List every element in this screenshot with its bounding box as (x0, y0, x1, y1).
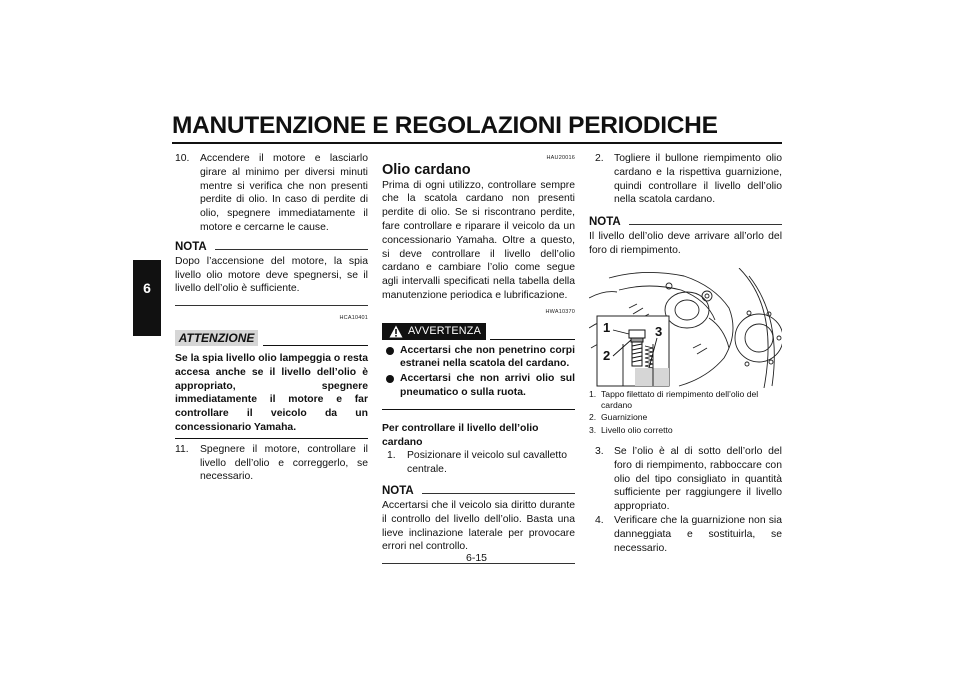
section-intro: Prima di ogni utilizzo, controllare sempre che la scatola cardano non presenti perdite di olio. Se si riscontrano perdite, fare controllare e riparare il veicolo da un concessionario Yamaha. Oltre a questo, si deve controllare il livello dell’olio cardano e cambiare l’olio come segue agli intervalli specificati nella tabella della manutenzione periodica e lubrificazione. (382, 179, 575, 301)
figure-captions (589, 389, 782, 555)
title-rule (172, 142, 782, 144)
figure-final-drive (589, 268, 782, 388)
caption-item (589, 389, 782, 410)
warning-item (382, 344, 575, 372)
caption-text: Livello olio corretto (601, 424, 673, 435)
step-text: Posizionare il veicolo sul cavalletto centrale. (407, 450, 567, 476)
page-number: 6-15 (466, 552, 488, 564)
chapter-tab: 6 (133, 260, 161, 336)
section-title: Olio cardano (382, 161, 471, 178)
caution-code: HCA10401 (339, 315, 368, 322)
bullet-dot (386, 347, 394, 355)
warning-list (382, 344, 575, 400)
nota-text: Accertarsi che il veicolo sia diritto durante il controllo del livello dell’olio. Basta una lieve inclinazione laterale per provocare errori nel controllo. (382, 499, 575, 553)
final-drive-illustration (589, 268, 782, 388)
step-text: Accendere il motore e lasciarlo girare al minimo per diversi minuti mentre si verifica che non presenti perdite di olio. In caso di perdite di olio, spegnere immediatamente il motore e cercarne le cause. (200, 153, 368, 233)
section-code: HAU20016 (546, 155, 575, 161)
step-number: 4. (595, 514, 604, 526)
nota-label: NOTA (382, 484, 414, 497)
caution-end-rule (175, 438, 368, 439)
procedure-title: Per controllare il livello dell’olio cardano (382, 422, 539, 448)
nota-label: NOTA (175, 240, 207, 253)
step-3 (595, 445, 782, 514)
step-text: Se l’olio è al di sotto dell’orlo del foro di riempimento, rabboccare con olio del tipo consigliato in quantità sufficiente per raggiungere il livello appropriato. (614, 446, 782, 513)
caption-text: Guarnizione (601, 412, 648, 422)
caution-text: Se la spia livello olio lampeggia o resta accesa anche se il livello dell’olio è appropriato, spegnere immediatamente il motore e far controllare il veicolo da un concessionario Yamaha. (175, 352, 368, 433)
bullet-dot (386, 375, 394, 383)
caution-label: ATTENZIONE (178, 330, 255, 345)
step-number: 10. (175, 153, 190, 164)
warning-end-rule (382, 409, 575, 410)
nota-end-rule (175, 305, 368, 306)
nota-text: Il livello dell’olio deve arrivare all’orlo del foro di riempimento. (589, 231, 782, 256)
step-1 (387, 449, 575, 477)
step-11 (175, 443, 368, 484)
column-middle (382, 152, 575, 564)
step-text: Togliere il bullone riempimento olio cardano e la rispettiva guarnizione, quindi controllare il livello dell’olio nella scatola cardano. (614, 153, 782, 206)
callout-2: 2 (603, 348, 611, 363)
caption-text: Tappo filettato di riempimento dell’olio del cardano (601, 389, 759, 410)
step-2 (595, 152, 782, 207)
warning-item-text: Accertarsi che non penetrino corpi estranei nella scatola del cardano. (400, 344, 575, 370)
caption-number: 2. (589, 412, 597, 422)
warning-rule (490, 339, 575, 340)
column-right (589, 152, 782, 269)
nota-text: Dopo l’accensione del motore, la spia livello olio motore deve spegnersi, se il livello dell’olio è sufficiente. (175, 255, 368, 295)
step-number: 11. (175, 443, 189, 455)
caution-rule (263, 345, 368, 346)
step-text: Verificare che la guarnizione non sia danneggiata e sostituirla, se necessario. (614, 514, 782, 554)
nota-heading (382, 485, 575, 499)
nota-rule (215, 249, 368, 250)
step-number: 2. (595, 153, 604, 164)
nota-heading (175, 241, 368, 255)
nota-rule (422, 493, 575, 494)
warning-label-box (382, 323, 486, 340)
caption-number: 3. (589, 424, 597, 435)
step-number: 1. (387, 450, 396, 462)
warning-code: HWA10370 (545, 308, 575, 315)
warning-item-text: Accertarsi che non arrivi olio sul pneumatico o sulla ruota. (400, 373, 575, 398)
callout-3: 3 (655, 324, 663, 339)
nota-heading (589, 216, 782, 230)
step-10 (175, 152, 368, 235)
caution-heading (175, 330, 368, 350)
page-title: MANUTENZIONE E REGOLAZIONI PERIODICHE (172, 112, 718, 139)
nota-rule (629, 224, 782, 225)
callout-1: 1 (603, 320, 611, 335)
step-text: Spegnere il motore, controllare il livello dell’olio e correggerlo, se necessario. (200, 443, 368, 483)
warning-heading (382, 323, 575, 341)
nota-label: NOTA (589, 216, 621, 229)
caption-number: 1. (589, 389, 597, 399)
step-number: 3. (595, 446, 604, 457)
warning-triangle-icon (389, 325, 403, 338)
caution-label-box (175, 330, 258, 346)
step-4 (595, 514, 782, 555)
caption-item (589, 425, 782, 436)
column-left (175, 152, 368, 484)
warning-item (382, 372, 575, 400)
warning-label: AVVERTENZA (408, 324, 481, 337)
caption-item (589, 412, 782, 423)
